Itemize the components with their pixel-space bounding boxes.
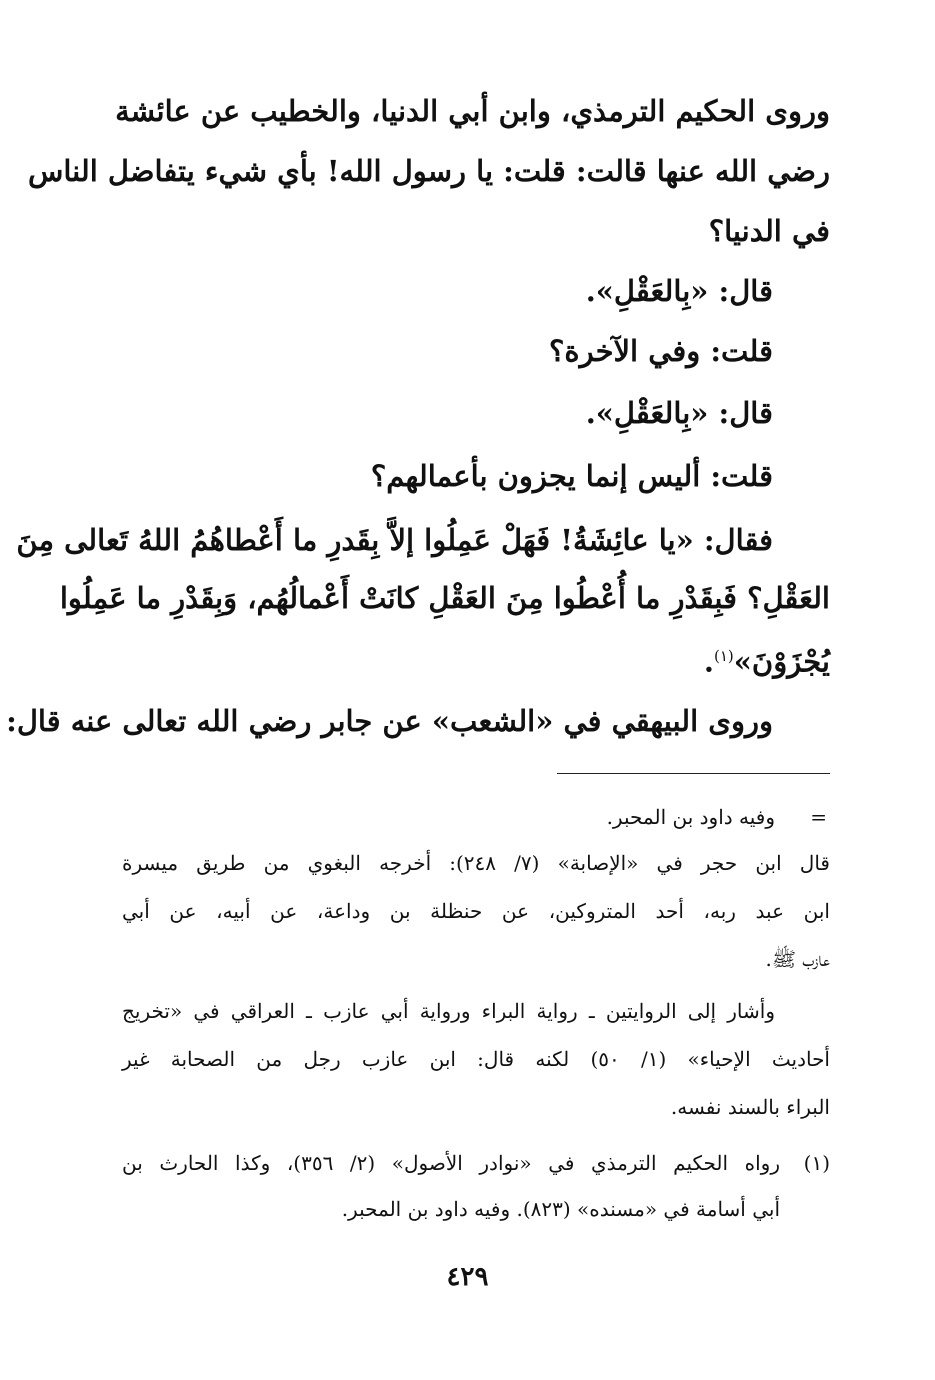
body-line-3: في الدنيا؟ <box>708 214 830 248</box>
body-line-10 <box>704 636 830 682</box>
footnote-line-3: ابن عبد ربه، أحد المتروكين، عن حنظلة بن وداعة، عن أبيه، عن أبي <box>122 899 830 923</box>
footnote-reference: (١) <box>714 647 734 665</box>
footnote-separator <box>557 773 830 774</box>
body-line-5: قلت: وفي الآخرة؟ <box>549 334 773 368</box>
footnote-line-7: البراء بالسند نفسه. <box>670 1095 830 1119</box>
body-line-10-text: يُجْزَوْنَ» <box>733 644 830 679</box>
footnote-line-5: وأشار إلى الروايتين ـ رواية البراء ورواية أبي عازب ـ العراقي في «تخريج <box>122 999 775 1023</box>
body-line-7: قلت: أليس إنما يجزون بأعمالهم؟ <box>370 459 773 493</box>
footnote-line-1: وفيه داود بن المحبر. <box>606 805 775 829</box>
body-line-6: قال: «بِالعَقْلِ». <box>585 396 773 430</box>
body-line-8: فقال: «يا عائِشَةُ! فَهَلْ عَمِلُوا إلاَّ بِقَدرِ ما أَعْطاهُمُ اللهُ تَعالى مِنَ <box>16 523 773 557</box>
body-line-10-end: . <box>703 644 714 679</box>
footnote-line-9: أبي أسامة في «مسنده» (٨٢٣). وفيه داود بن المحبر. <box>341 1197 780 1221</box>
footnote-line-2: قال ابن حجر في «الإصابة» (٧/ ٢٤٨): أخرجه البغوي من طريق ميسرة <box>122 851 830 875</box>
body-line-1: وروى الحكيم الترمذي، وابن أبي الدنيا، والخطيب عن عائشة <box>115 94 830 128</box>
page-number: ٤٢٩ <box>446 1262 489 1292</box>
footnote-number: (١) <box>803 1151 830 1175</box>
body-line-4: قال: «بِالعَقْلِ». <box>585 274 773 308</box>
body-line-2: رضي الله عنها قالت: قلت: يا رسول الله! بأي شيء يتفاضل الناس <box>27 154 830 188</box>
footnote-line-6: أحاديث الإحياء» (١/ ٥٠) لكنه قال: ابن عازب رجل من الصحابة غير <box>122 1047 830 1071</box>
footnote-continuation-mark: = <box>810 805 827 829</box>
body-line-9: العَقْلِ؟ فَبِقَدْرِ ما أُعْطُوا مِنَ العَقْلِ كانَتْ أَعْمالُهُم، وَبِقَدْرِ ما عَمِلُوا <box>59 581 830 615</box>
body-line-11: وروى البيهقي في «الشعب» عن جابر رضي الله تعالى عنه قال: <box>6 704 773 738</box>
footnote-line-8: رواه الحكيم الترمذي في «نوادر الأصول» (٢/ ٣٥٦)، وكذا الحارث بن <box>122 1151 780 1175</box>
footnote-line-4: عازب ﷺ. <box>765 947 830 971</box>
